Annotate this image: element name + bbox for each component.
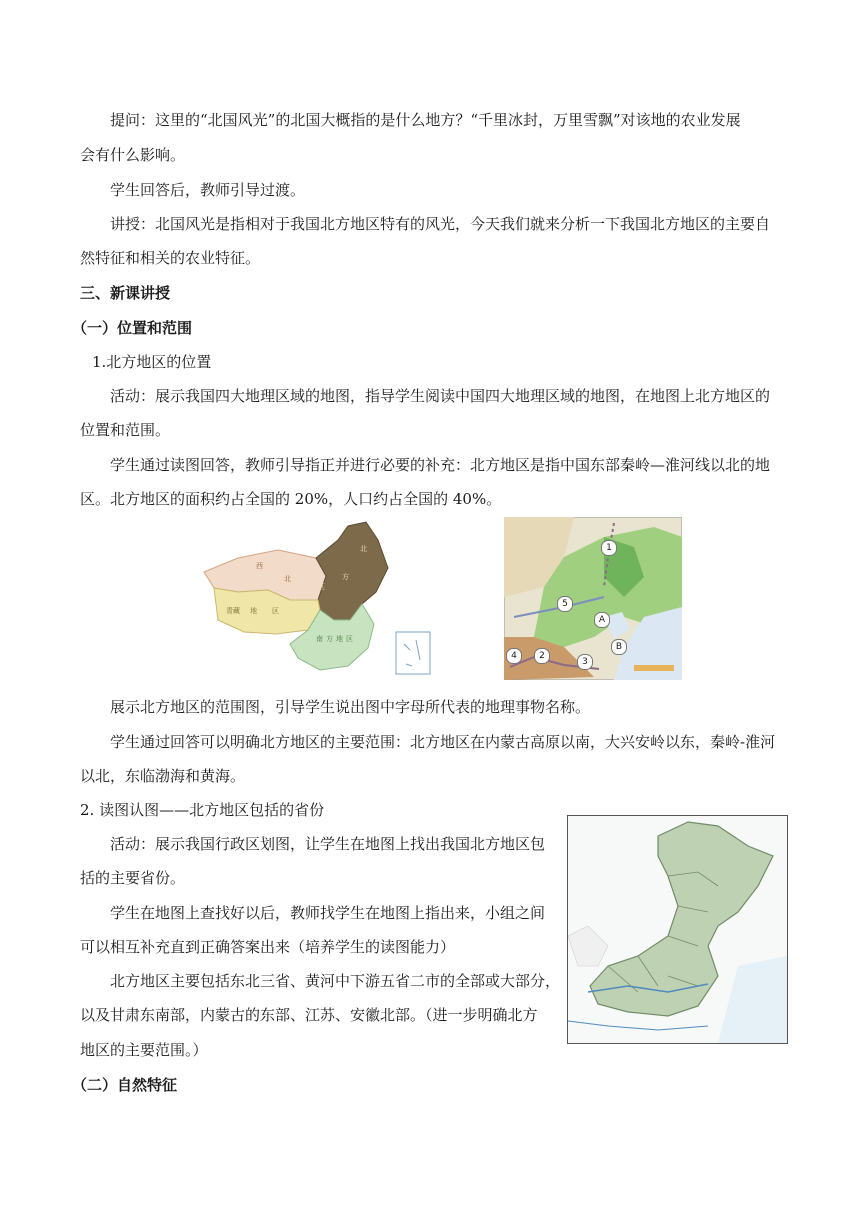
subsection-heading-natural: （二）自然特征 xyxy=(72,1076,178,1094)
para-lecture: 讲授：北国风光是指相对于我国北方地区特有的风光，今天我们就来分析一下我国北方地区的主要自 xyxy=(110,215,771,233)
china-regions-map xyxy=(198,520,438,680)
para-answer-2: 学生通过回答可以明确北方地区的主要范围：北方地区在内蒙古高原以南，大兴安岭以东，秦岭-淮河 xyxy=(110,733,776,751)
map2-marker-b: B xyxy=(611,639,627,655)
para-answer-1: 学生通过读图回答，教师引导指正并进行必要的补充：北方地区是指中国东部秦岭—淮河线以北的地 xyxy=(110,456,771,474)
map2-marker-2: 2 xyxy=(534,648,550,664)
para-provinces-cont: 以及甘肃东南部，内蒙古的东部、江苏、安徽北部。（进一步明确北方 xyxy=(80,1006,538,1024)
para-show-range-map: 展示北方地区的范围图，引导学生说出图中字母所代表的地理事物名称。 xyxy=(110,698,591,716)
para-question: 提问：这里的“北国风光”的北国大概指的是什么地方？“千里冰封，万里雪飘”对该地的农业发展 xyxy=(110,111,741,129)
map1-label-tibet: 青藏 xyxy=(226,607,240,615)
map1-label-nan-fang: 方 xyxy=(326,635,333,643)
para-answer-2-cont: 以北，东临渤海和黄海。 xyxy=(80,767,246,785)
map1-label-north: 北 xyxy=(284,575,291,583)
map2-marker-5: 5 xyxy=(557,596,573,612)
north-region-terrain-map xyxy=(504,517,682,680)
para-lecture-cont: 然特征和相关的农业特征。 xyxy=(80,249,261,267)
map2-marker-4: 4 xyxy=(506,648,522,664)
map1-label-west: 西 xyxy=(256,562,263,570)
item-read-map: 2. 读图认图——北方地区包括的省份 xyxy=(80,801,325,819)
map1-label-tibet-di: 地 xyxy=(250,607,257,615)
map1-label-nan: 南 xyxy=(316,635,323,643)
para-activity-1-cont: 位置和范围。 xyxy=(80,421,171,439)
administrative-map xyxy=(567,815,788,1044)
para-student-search: 学生在地图上查找好以后，教师找学生在地图上指出来，小组之间 xyxy=(110,904,546,922)
para-provinces-cont2: 地区的主要范围。） xyxy=(80,1041,208,1059)
map1-label-nan-qu: 区 xyxy=(346,635,353,643)
para-transition: 学生回答后，教师引导过渡。 xyxy=(110,181,306,199)
map1-label-fang: 方 xyxy=(342,573,349,581)
para-activity-2: 活动：展示我国行政区划图，让学生在地图上找出我国北方地区包 xyxy=(110,835,546,853)
para-activity-2-cont: 括的主要省份。 xyxy=(80,869,186,887)
map1-label-nan-di: 地 xyxy=(336,635,343,643)
section-heading-new-lesson: 三、新课讲授 xyxy=(80,284,171,302)
map2-marker-1: 1 xyxy=(601,540,617,556)
map1-label-tibet-qu: 区 xyxy=(272,607,279,615)
subsection-heading-location: （一）位置和范围 xyxy=(72,319,193,337)
item-north-location: 1.北方地区的位置 xyxy=(92,353,212,371)
para-provinces: 北方地区主要包括东北三省、黄河中下游五省二市的全部或大部分， xyxy=(110,972,561,990)
para-activity-1: 活动：展示我国四大地理区域的地图，指导学生阅读中国四大地理区域的地图，在地图上北方地区的 xyxy=(110,387,771,405)
para-student-search-cont: 可以相互补充直到正确答案出来（培养学生的读图能力） xyxy=(80,938,456,956)
map2-marker-a: A xyxy=(594,612,610,628)
map1-label-bei: 北 xyxy=(360,545,367,553)
para-question-cont: 会有什么影响。 xyxy=(80,146,186,164)
map1-label-qu: 区 xyxy=(318,583,325,591)
map2-marker-3: 3 xyxy=(577,654,593,670)
para-answer-1-cont: 区。北方地区的面积约占全国的 20%，人口约占全国的 40%。 xyxy=(80,490,502,508)
